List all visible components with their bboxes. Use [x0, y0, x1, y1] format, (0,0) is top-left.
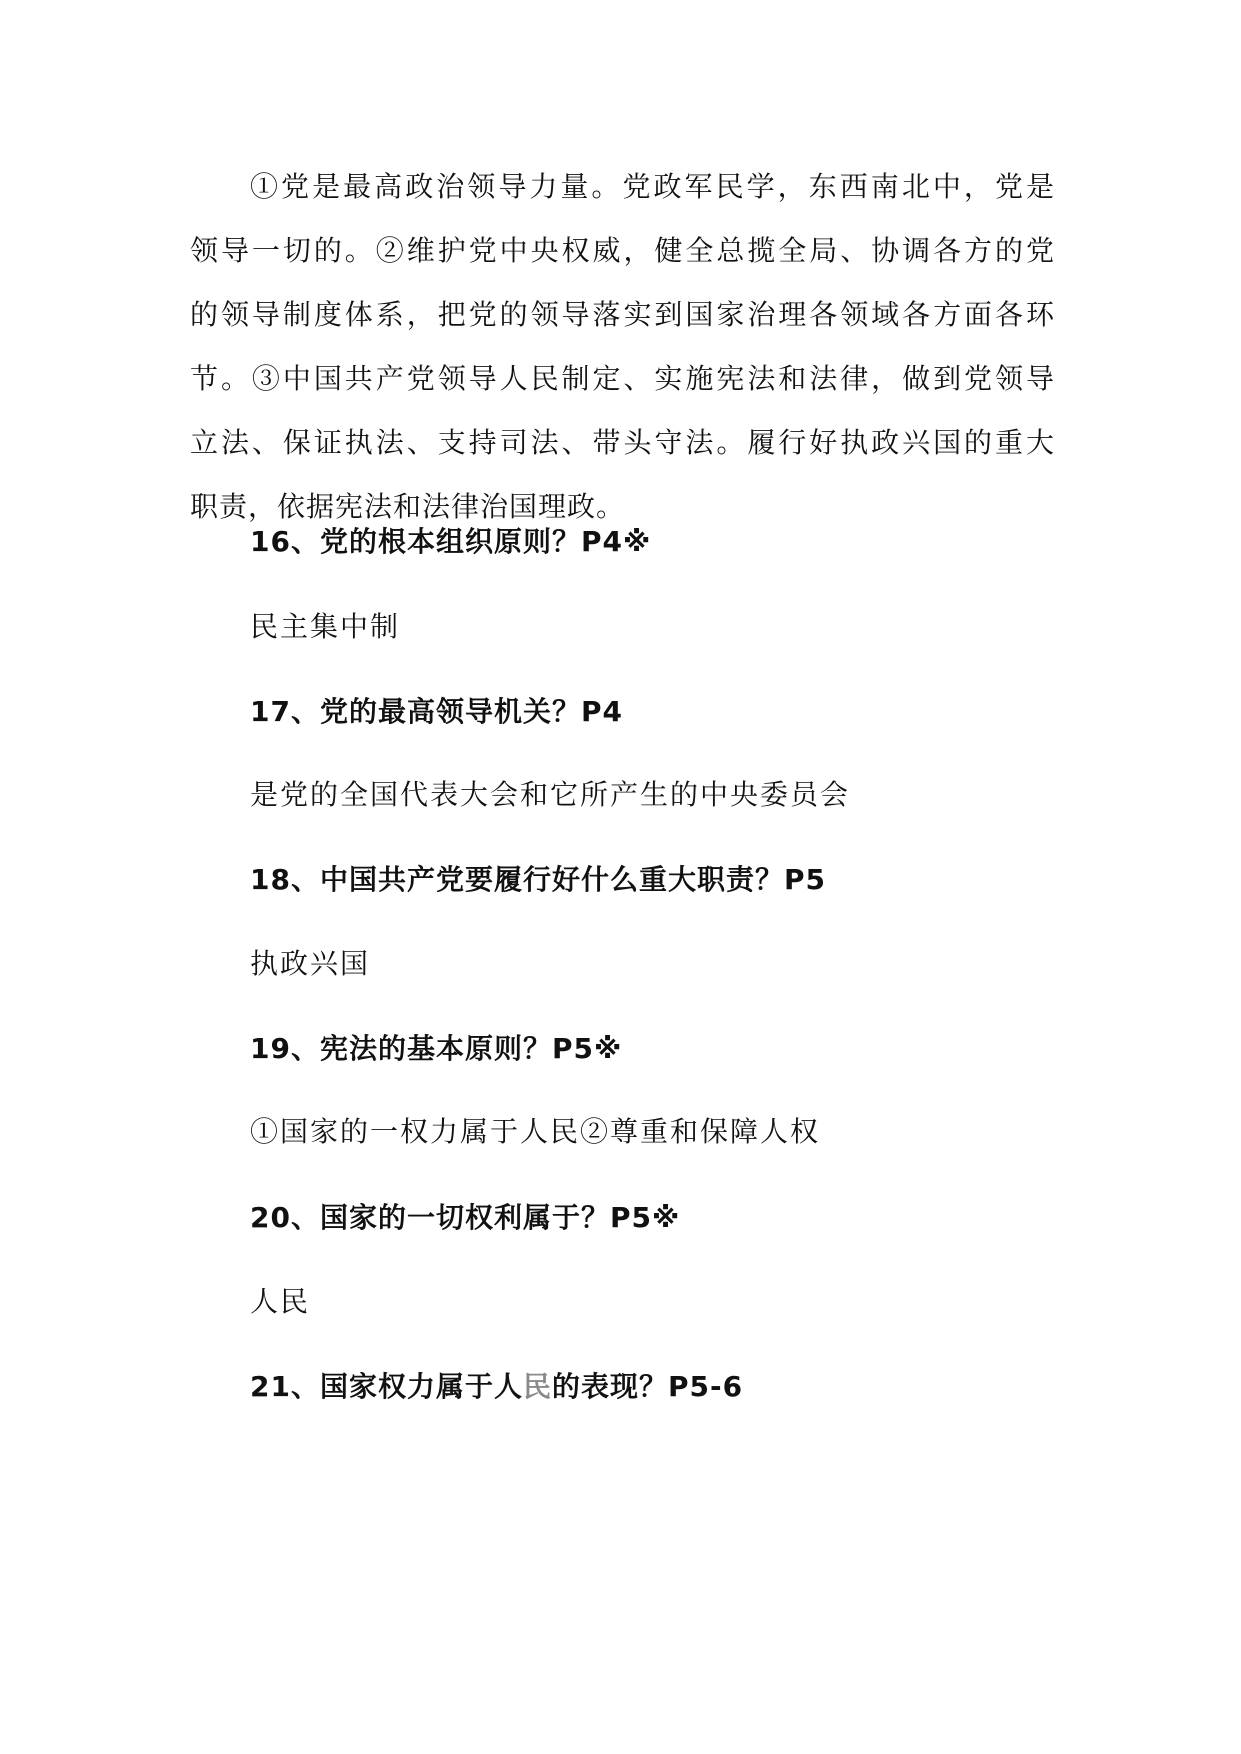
question-17: 17、党的最高领导机关？P4	[250, 695, 623, 728]
question-19: 19、宪法的基本原则？P5※	[250, 1032, 623, 1065]
intro-paragraph	[190, 155, 1055, 539]
question-21-part: 的表现？P5-6	[551, 1370, 744, 1403]
question-16: 16、党的根本组织原则？P4※	[250, 525, 652, 558]
answer-19: ①国家的一权力属于人民②尊重和保障人权	[250, 1115, 821, 1148]
answer-18: 执政兴国	[250, 947, 371, 980]
question-18: 18、中国共产党要履行好什么重大职责？P5	[250, 863, 826, 896]
question-21	[250, 1365, 743, 1405]
question-20: 20、国家的一切权利属于？P5※	[250, 1201, 681, 1234]
intro-line: 节。③中国共产党领导人民制定、实施宪法和法律，做到党领导	[190, 362, 1055, 395]
question-21-faded-char: 民	[522, 1370, 552, 1403]
intro-line: 职责，依据宪法和法律治国理政。	[190, 490, 626, 523]
intro-line: ①党是最高政治领导力量。党政军民学，东西南北中，党是	[250, 170, 1055, 203]
answer-16: 民主集中制	[250, 610, 401, 643]
intro-line: 的领导制度体系，把党的领导落实到国家治理各领域各方面各环	[190, 298, 1055, 331]
question-21-part: 21、国家权力属于人	[250, 1370, 523, 1403]
intro-line: 立法、保证执法、支持司法、带头守法。履行好执政兴国的重大	[190, 426, 1055, 459]
answer-20: 人民	[250, 1285, 311, 1318]
intro-line: 领导一切的。②维护党中央权威，健全总揽全局、协调各方的党	[190, 234, 1055, 267]
answer-17: 是党的全国代表大会和它所产生的中央委员会	[250, 778, 851, 811]
